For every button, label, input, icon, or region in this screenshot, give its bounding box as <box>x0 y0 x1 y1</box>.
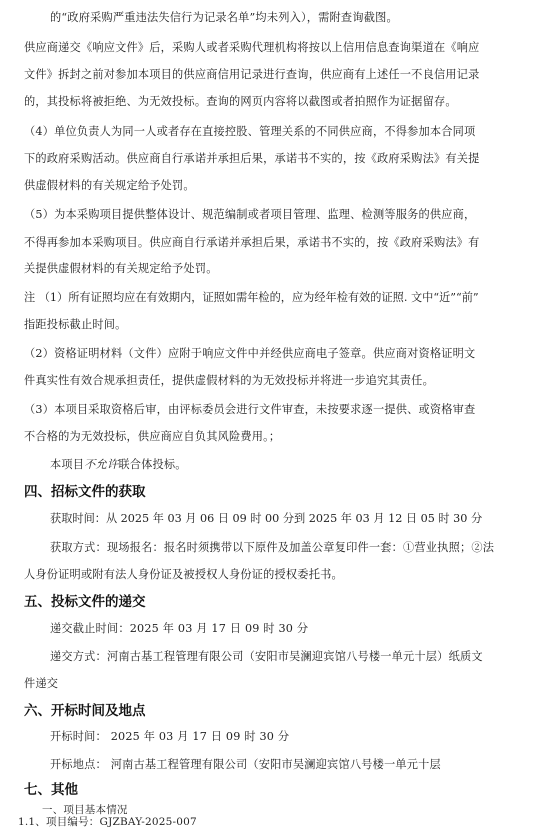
text-line: 的，其投标将被拒绝、为无效投标。查询的网页内容将以截图或者拍照作为证据留存。 <box>24 95 457 108</box>
text-line: （4）单位负责人为同一人或者存在直接控股、管理关系的不同供应商，不得参加本合同项 <box>24 125 476 138</box>
text-line: （5）为本采购项目提供整体设计、规范编制或者项目管理、监理、检测等服务的供应商， <box>24 208 476 221</box>
text-line: 供应商递交《响应文件》后，采购人或者采购代理机构将按以上信用信息查询渠道在《响应 <box>24 41 480 54</box>
text-line: 不得再参加本采购项目。供应商自行承诺并承担后果，承诺书不实的，按《政府采购法》有 <box>24 236 480 249</box>
text-line: 不合格的为无效投标，供应商应自负其风险费用。； <box>24 430 281 443</box>
text-line: 人身份证明或附有法人身份证及被授权人身份证的授权委托书。 <box>24 568 343 581</box>
text-line: 注 （1）所有证照均应在有效期内，证照如需年检的，应为经年检有效的证照. 文中“近”“前” <box>24 291 479 304</box>
text-line: 供虚假材料的有关规定给予处罚。 <box>24 179 195 192</box>
section-heading: 七、其他 <box>24 782 78 798</box>
text-run: 本项目 <box>50 458 85 471</box>
text-line: 获取方式：现场报名：报名时须携带以下原件及加盖公章复印件一套：①营业执照；②法 <box>50 541 495 554</box>
text-line: （3）本项目采取资格后审，由评标委员会进行文件审查，未按要求逐一提供、或资格审查 <box>24 403 476 416</box>
text-line: 关提供虚假材料的有关规定给予处罚。 <box>24 262 218 275</box>
text-line <box>50 458 187 472</box>
text-line: 文件》拆封之前对参加本项目的供应商信用记录进行查询，供应商有上述任一不良信用记录 <box>24 68 480 81</box>
text-line: 件递交 <box>24 677 59 690</box>
text-line: 获取时间：从 2025 年 03 月 06 日 09 时 00 分到 2025 年 03 月 12 日 05 时 30 分 <box>50 512 483 525</box>
section-heading: 四、招标文件的获取 <box>24 484 146 500</box>
handwritten-text: 不允许 <box>84 458 119 471</box>
text-line: 下的政府采购活动。供应商自行承诺并承担后果，承诺书不实的，按《政府采购法》有关提 <box>24 152 480 165</box>
text-line: 件真实性有效合规承担责任，提供虚假材料的为无效投标并将进一步追究其责任。 <box>24 374 434 387</box>
section-heading: 六、开标时间及地点 <box>24 703 146 719</box>
text-line: 指距投标截止时间。 <box>24 318 127 331</box>
text-line: 开标时间： 2025 年 03 月 17 日 09 时 30 分 <box>50 730 290 743</box>
text-line: 递交截止时间：2025 年 03 月 17 日 09 时 30 分 <box>50 622 309 635</box>
text-line: 的“政府采购严重违法失信行为记录名单”均未列入），需附查询截图。 <box>50 11 398 24</box>
text-run: 联合体投标。 <box>118 458 187 471</box>
subsection-title: 一、项目基本情况 <box>42 804 128 816</box>
text-line: 1.1、项目编号：GJZBAY-2025-007 <box>18 816 197 828</box>
section-heading: 五、投标文件的递交 <box>24 594 146 610</box>
text-line: 开标地点： 河南古基工程管理有限公司（安阳市吴澜迎宾馆八号楼一单元十层 <box>50 758 441 771</box>
text-line: （2）资格证明材料（文件）应附于响应文件中并经供应商电子签章。供应商对资格证明文 <box>24 347 476 360</box>
text-line: 递交方式：河南古基工程管理有限公司（安阳市吴澜迎宾馆八号楼一单元十层）纸质文 <box>50 650 483 663</box>
